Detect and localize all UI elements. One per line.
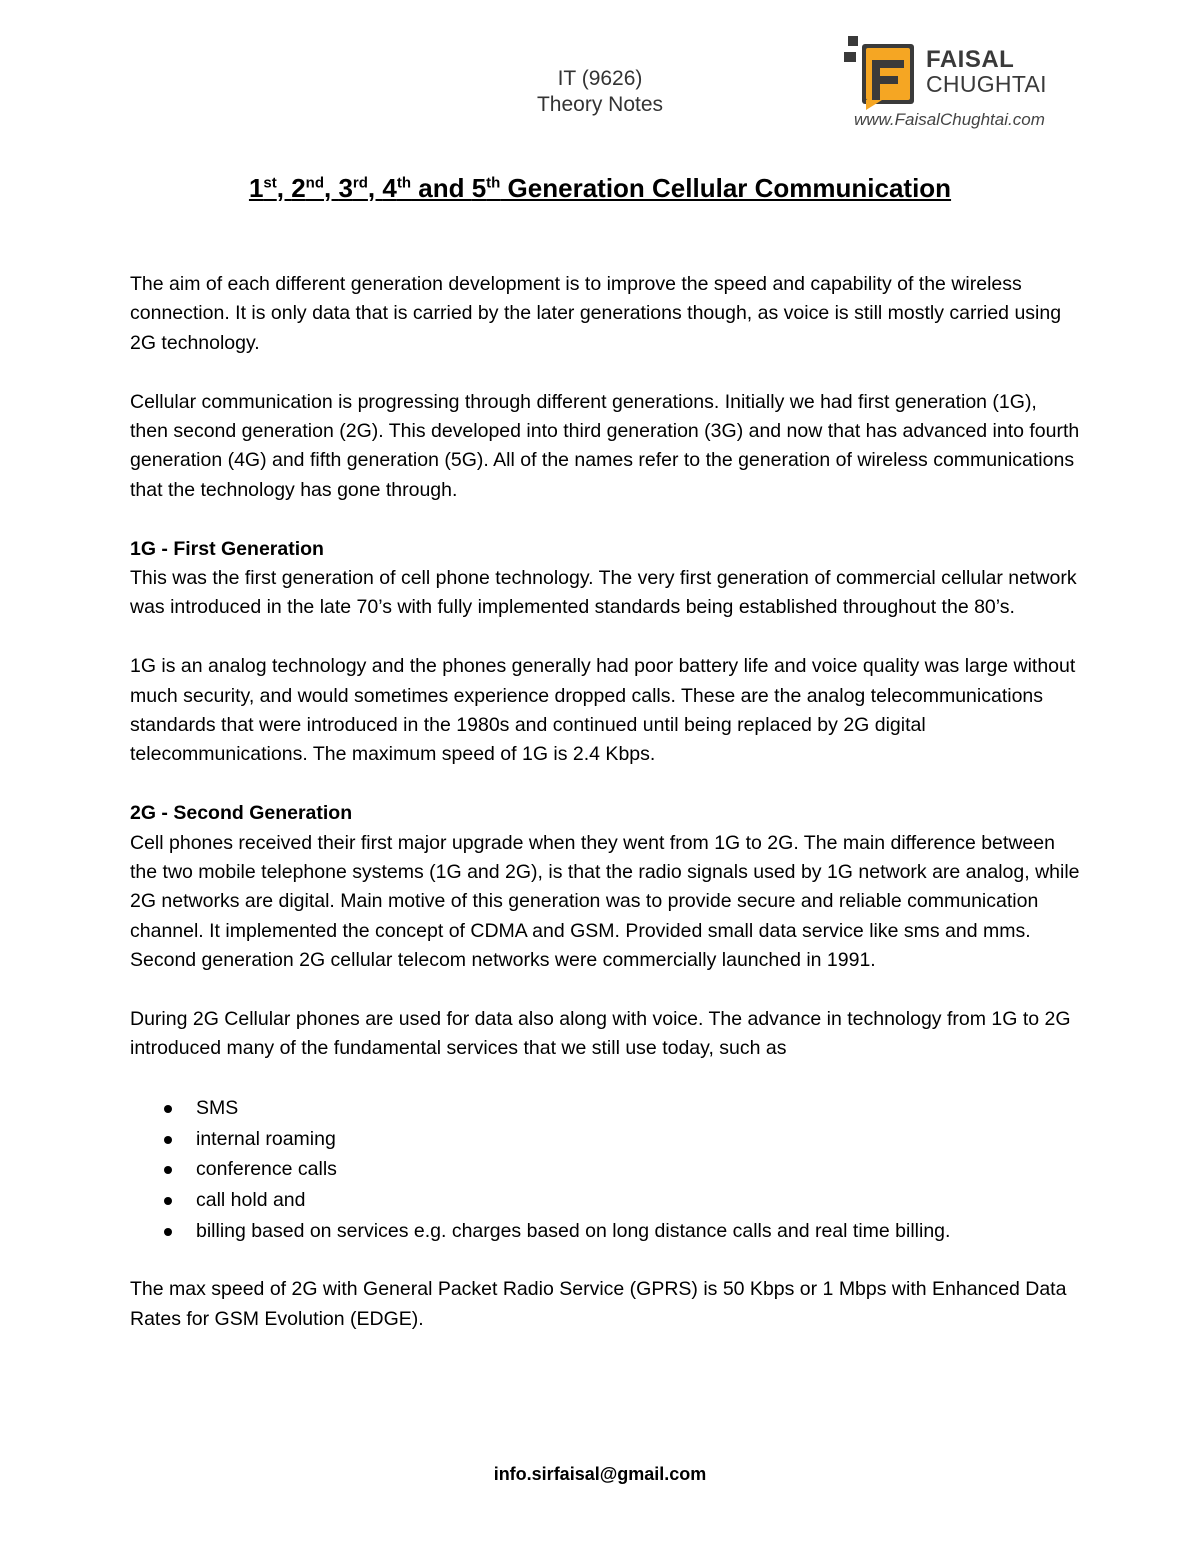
title-g5: 5 <box>471 173 487 203</box>
brand-logo <box>842 30 1072 140</box>
list-item <box>130 1154 1080 1185</box>
paragraph-2g-2: During 2G Cellular phones are used for data also along with voice. The advance in technology from 1G to 2G introduced many of the fundamental services that we still use today, such as <box>130 1008 1071 1060</box>
title-g1: 1 <box>248 173 264 203</box>
list-item-text: internal roaming <box>196 1127 336 1150</box>
document-body <box>130 270 1080 1363</box>
faisal-chughtai-logo-icon <box>842 30 922 110</box>
services-list <box>130 1093 1080 1246</box>
list-item <box>130 1093 1080 1124</box>
title-g3: 3 <box>338 173 353 203</box>
title-sep2: , <box>324 173 339 203</box>
paragraph-1g-2: 1G is an analog technology and the phones generally had poor battery life and voice quality was large without much security, and would sometimes experience dropped calls. These are the analog telecommunications standards that were introduced in the 1980s and continued until being replaced by 2G digital telecommunications. The maximum speed of 1G is 2.4 Kbps. <box>130 655 1076 766</box>
list-item <box>130 1185 1080 1216</box>
list-item <box>130 1124 1080 1155</box>
course-header <box>500 66 700 118</box>
heading-2g: 2G - Second Generation <box>130 802 353 825</box>
title-sep4: and <box>411 173 472 203</box>
list-item-text: call hold and <box>196 1189 306 1212</box>
title-g4: 4 <box>382 173 397 203</box>
list-item-text: billing based on services e.g. charges based on long distance calls and real time billing. <box>196 1219 951 1242</box>
title-s3: rd <box>352 174 368 192</box>
heading-1g: 1G - First Generation <box>130 537 324 560</box>
list-item-text: SMS <box>196 1097 239 1120</box>
paragraph-2g-1: Cell phones received their first major upgrade when they went from 1G to 2G. The main difference between the two mobile telephone systems (1G and 2G), is that the radio signals used by 1G network are analog, while 2G networks are digital. Main motive of this generation was to provide secure and reliable communication channel. It implemented the concept of CDMA and GSM. Provided small data service like sms and mms. Second generation 2G cellular telecom networks were commercially launched in 1991. <box>130 831 1080 972</box>
footer-email: info.sirfaisal@gmail.com <box>493 1464 707 1484</box>
logo-name-first: FAISAL <box>926 46 1015 73</box>
title-s5: th <box>486 174 501 192</box>
paragraph-1g-1: This was the first generation of cell phone technology. The very first generation of commercial cellular network was introduced in the late 70’s with fully implemented standards being established throughout the 80’s. <box>130 567 1077 619</box>
course-code: IT (9626) <box>557 67 643 90</box>
intro-paragraph-1: The aim of each different generation development is to improve the speed and capability of the wireless connection. It is only data that is carried by the later generations though, as voice is still mostly carried using 2G technology. <box>130 273 1062 354</box>
document-title <box>100 170 1100 206</box>
bullet-icon <box>164 1166 172 1174</box>
bullet-icon <box>164 1105 172 1113</box>
logo-name-last: CHUGHTAI <box>926 71 1047 97</box>
bullet-icon <box>164 1197 172 1205</box>
title-g2: 2 <box>291 173 306 203</box>
title-rest: Generation Cellular Communication <box>500 173 952 203</box>
list-item <box>130 1216 1080 1247</box>
list-item-text: conference calls <box>196 1158 337 1181</box>
course-subtitle: Theory Notes <box>536 93 664 116</box>
title-s1: st <box>263 174 277 192</box>
intro-paragraph-2: Cellular communication is progressing through different generations. Initially we had first generation (1G), then second generation (2G). This developed into third generation (3G) and now that has advanced into fourth generation (4G) and fifth generation (5G). All of the names refer to the generation of wireless communications that the technology has gone through. <box>130 390 1080 501</box>
title-sep1: , <box>276 173 292 203</box>
logo-url: www.FaisalChughtai.com <box>854 110 1045 129</box>
title-sep3: , <box>367 173 383 203</box>
paragraph-2g-3: The max speed of 2G with General Packet Radio Service (GPRS) is 50 Kbps or 1 Mbps with Enhanced Data Rates for GSM Evolution (EDGE). <box>130 1278 1067 1330</box>
title-s2: nd <box>305 174 324 192</box>
title-s4: th <box>396 174 412 192</box>
bullet-icon <box>164 1228 172 1236</box>
bullet-icon <box>164 1136 172 1144</box>
